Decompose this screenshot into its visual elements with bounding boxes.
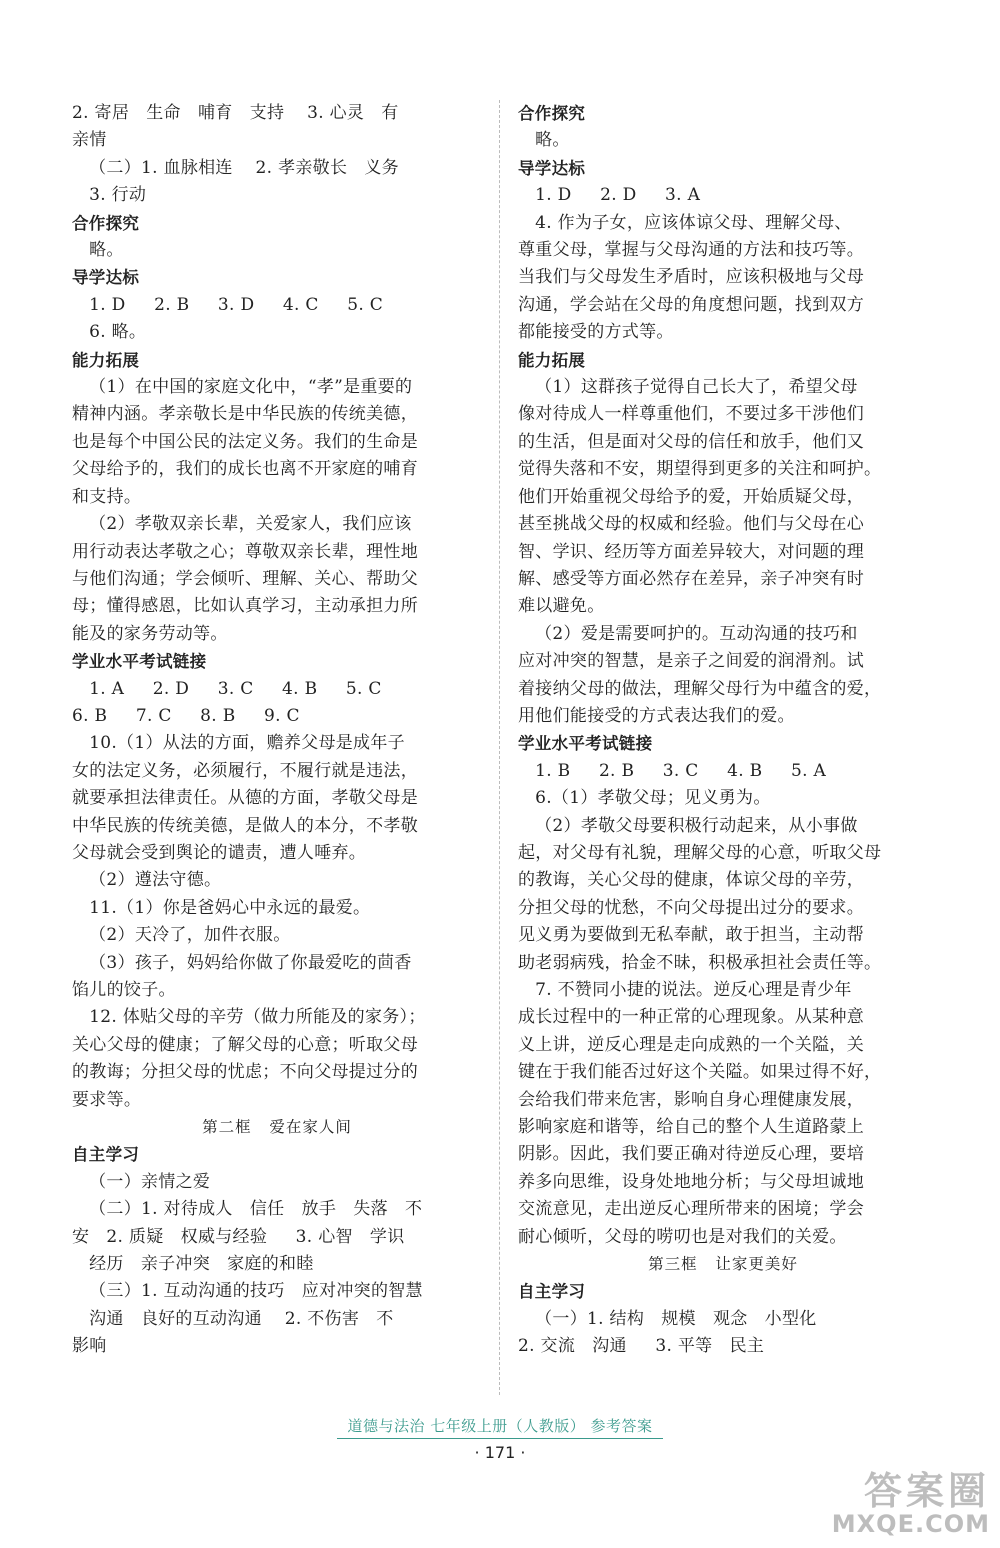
answer-line: 难以避免。	[518, 596, 605, 617]
answer-line: （3）孩子，妈妈给你做了你最爱吃的茴香	[72, 952, 412, 973]
answer-line: 2. 寄居 生命 哺育 支持 3. 心灵 有	[72, 103, 399, 123]
answer-line: 尊重父母，掌握与父母沟通的方法和技巧等。	[518, 240, 864, 261]
page-footer	[0, 1415, 1000, 1462]
section-heading: 能力拓展	[72, 350, 140, 370]
answer-line: 馅儿的饺子。	[72, 980, 176, 1000]
answer-line: 经历 亲子冲突 家庭的和睦	[72, 1254, 314, 1275]
answer-line: 耐心倾听，父母的唠叨也是对我们的关爱。	[518, 1226, 847, 1247]
answer-line: 11.（1）你是爸妈心中永远的最爱。	[72, 897, 371, 918]
answer-line: （2）天冷了，加件衣服。	[72, 925, 291, 946]
section-heading: 自主学习	[72, 1145, 140, 1165]
answer-line: 甚至挑战父母的权威和经验。他们与父母在心	[518, 514, 864, 535]
answer-line: （2）爱是需要呵护的。互动沟通的技巧和	[518, 623, 858, 644]
answer-line: 女的法定义务，必须履行，不履行就是违法，	[72, 760, 418, 781]
section-heading: 导学达标	[518, 158, 586, 178]
answer-line: 义上讲，逆反心理是走向成熟的一个关隘，关	[518, 1034, 864, 1055]
section-heading: 学业水平考试链接	[72, 652, 207, 672]
answer-line: 要求等。	[72, 1089, 142, 1110]
answer-line: 影响家庭和谐等，给自己的整个人生道路蒙上	[518, 1117, 864, 1138]
answer-line: 精神内涵。孝亲敬长是中华民族的传统美德，	[72, 404, 418, 425]
answer-line: 应对冲突的智慧，是亲子之间爱的润滑剂。试	[518, 651, 864, 672]
answer-line: （二）1. 对待成人 信任 放手 失落 不	[72, 1199, 423, 1220]
section-heading: 能力拓展	[518, 350, 586, 370]
section-heading: 合作探究	[518, 104, 586, 123]
answer-line: 觉得失落和不安，期望得到更多的关注和呵护。	[518, 459, 882, 480]
answer-line: 见义勇为要做到无私奉献，敢于担当，主动帮	[518, 925, 864, 946]
page-number: · 171 ·	[474, 1443, 526, 1462]
section-heading: 学业水平考试链接	[518, 734, 653, 754]
answer-line: 他们开始重视父母给予的爱，开始质疑父母，	[518, 486, 864, 507]
watermark-logo	[780, 1460, 990, 1542]
answer-line: 略。	[518, 130, 570, 151]
answer-line: （三）1. 互动沟通的技巧 应对冲突的智慧	[72, 1281, 423, 1302]
answer-line: 关心父母的健康；了解父母的心意；听取父母	[72, 1034, 418, 1055]
answer-line: 就要承担法律责任。从德的方面，孝敬父母是	[72, 788, 418, 809]
answer-line: 1. D 2. D 3. A	[518, 185, 701, 206]
answer-line: 助老弱病残，拾金不昧，积极承担社会责任等。	[518, 952, 882, 973]
answer-line: 沟通，学会站在父母的角度想问题，找到双方	[518, 294, 864, 315]
answer-line: 6. B 7. C 8. B 9. C	[72, 705, 300, 726]
answer-line: 中华民族的传统美德，是做人的本分，不孝敬	[72, 815, 418, 836]
answer-line: 安 2. 质疑 权威与经验 3. 心智 学识	[72, 1226, 405, 1247]
answer-line: 10.（1）从法的方面，赡养父母是成年子	[72, 733, 405, 754]
answer-line: 与他们沟通；学会倾听、理解、关心、帮助父	[72, 568, 418, 589]
answer-line: 养多向思维，设身处地地分析；与父母坦诚地	[518, 1171, 864, 1192]
right-column	[518, 100, 928, 1361]
section-heading: 自主学习	[518, 1282, 586, 1302]
column-divider	[499, 100, 500, 1395]
watermark-domain: MXQE.COM	[831, 1510, 990, 1538]
answer-line: （一）1. 结构 规模 观念 小型化	[518, 1308, 817, 1329]
answer-line: 1. A 2. D 3. C 4. B 5. C	[72, 678, 382, 699]
answer-line: （2）遵法守德。	[72, 870, 222, 891]
answer-line: 交流意见，走出逆反心理所带来的困境；学会	[518, 1199, 864, 1220]
answer-line: 亲情	[72, 130, 107, 151]
answer-line: 分担父母的忧愁，不向父母提出过分的要求。	[518, 897, 864, 918]
answer-line: 母；懂得感恩，比如认真学习，主动承担力所	[72, 596, 418, 617]
answer-line: 起，对父母有礼貌，理解父母的心意，听取父母	[518, 842, 882, 863]
answer-line: 用行动表达孝敬之心；尊敬双亲长辈，理性地	[72, 541, 418, 562]
answer-line: 和支持。	[72, 486, 142, 507]
footer-title: 道德与法治 七年级上册（人教版） 参考答案	[337, 1415, 662, 1439]
answer-line: （一）亲情之爱	[72, 1171, 211, 1192]
answer-line: 会给我们带来危害，影响自身心理健康发展，	[518, 1089, 864, 1110]
answer-line: 像对待成人一样尊重他们，不要过多干涉他们	[518, 404, 864, 425]
answer-line: 沟通 良好的互动沟通 2. 不伤害 不	[72, 1308, 394, 1329]
answer-line: 当我们与父母发生矛盾时，应该积极地与父母	[518, 267, 864, 288]
answer-line: 略。	[72, 240, 124, 261]
answer-line: （二）1. 血脉相连 2. 孝亲敬长 义务	[72, 157, 399, 178]
answer-line: （1）这群孩子觉得自己长大了，希望父母	[518, 377, 858, 398]
answer-line: 3. 行动	[72, 185, 147, 206]
answer-line: 的教诲，关心父母的健康，体谅父母的辛劳，	[518, 870, 864, 891]
answer-line: 键在于我们能否过好这个关隘。如果过得不好，	[518, 1062, 882, 1083]
subsection-title: 第三框 让家更美好	[648, 1255, 798, 1274]
answer-line: 7. 不赞同小捷的说法。逆反心理是青少年	[518, 980, 852, 1000]
answer-line: 2. 交流 沟通 3. 平等 民主	[518, 1336, 765, 1357]
left-column	[72, 100, 482, 1361]
answer-line: 能及的家务劳动等。	[72, 623, 228, 644]
answer-line: （1）在中国的家庭文化中，“孝”是重要的	[72, 377, 413, 398]
section-heading: 合作探究	[72, 213, 140, 233]
subsection-title: 第二框 爱在家人间	[202, 1118, 352, 1137]
answer-line: 4. 作为子女，应该体谅父母、理解父母、	[518, 212, 852, 233]
answer-line: 6.（1）孝敬父母；见义勇为。	[518, 788, 771, 809]
section-heading: 导学达标	[72, 268, 140, 288]
answer-line: 父母给予的，我们的成长也离不开家庭的哺育	[72, 459, 418, 480]
answer-line: 6. 略。	[72, 322, 147, 343]
answer-line: 都能接受的方式等。	[518, 322, 674, 343]
answer-line: 成长过程中的一种正常的心理现象。从某种意	[518, 1007, 864, 1028]
answer-line: 1. B 2. B 3. C 4. B 5. A	[518, 760, 827, 781]
answer-line: 用他们能接受的方式表达我们的爱。	[518, 705, 795, 726]
answer-line: 智、学识、经历等方面差异较大，对问题的理	[518, 541, 864, 562]
answer-line: 12. 体贴父母的辛劳（做力所能及的家务）；	[72, 1007, 426, 1028]
answer-line: 影响	[72, 1336, 107, 1357]
answer-line: 着接纳父母的做法，理解父母行为中蕴含的爱，	[518, 678, 882, 699]
watermark-text: 答案圈	[863, 1469, 990, 1513]
answer-line: 也是每个中国公民的法定义务。我们的生命是	[72, 431, 418, 452]
answer-line: （2）孝敬父母要积极行动起来，从小事做	[518, 815, 858, 836]
answer-line: 阴影。因此，我们要正确对待逆反心理，要培	[518, 1144, 864, 1165]
answer-line: 解、感受等方面必然存在差异，亲子冲突有时	[518, 568, 864, 589]
answer-line: 1. D 2. B 3. D 4. C 5. C	[72, 294, 384, 315]
answer-line: （2）孝敬双亲长辈，关爱家人，我们应该	[72, 514, 412, 535]
answer-line: 的生活，但是面对父母的信任和放手，他们又	[518, 431, 864, 452]
answer-line: 的教诲；分担父母的忧虑；不向父母提过分的	[72, 1062, 418, 1083]
answer-line: 父母就会受到舆论的谴责，遭人唾弃。	[72, 842, 367, 863]
